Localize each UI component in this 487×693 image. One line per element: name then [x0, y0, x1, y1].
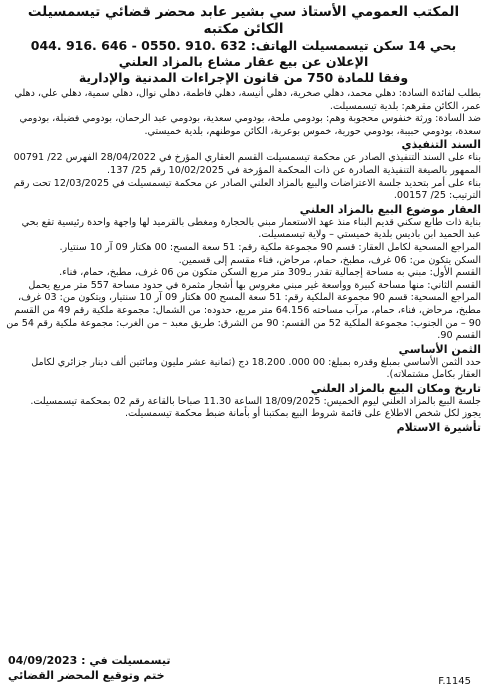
- sale-paragraph: جلسة البيع بالمزاد العلني ليوم الخميس: 18/09/2025 الساعة 11.30 صباحا بالقاعة رقم 02 بمحكمة تيسمسيلت.: [30, 395, 481, 407]
- property-paragraph: بناية ذات طابع سكني قديم البناء منذ عهد الاستعمار مبني بالحجارة ومغطى بالقرميد لها واجهة واحدة رئيسية تقع بحي عبد الحميد ابن باديس بلدية خميستي – ولاية تيسمسيلت.: [21, 216, 481, 241]
- section-sale-title: تاريخ ومكان البيع بالمزاد العلني: [310, 381, 481, 395]
- price-paragraph: حدد الثمن الأساسي بمبلغ وقدره بمبلغ: 00 000. 18.200 دج (ثمانية عشر مليون ومائتين ألف دينار جزائري لكامل العقار بكامل مشتملاته).: [31, 356, 481, 381]
- announcement-title: الإعلان عن بيع عقار مشاع بالمزاد العلني: [118, 54, 369, 69]
- legal-basis: وفقا للمادة 750 من قانون الإجراءات المدنية والإدارية: [78, 70, 409, 85]
- place-date: تيسمسيلت في : 04/09/2023: [8, 654, 171, 667]
- survey-paragraph: المراجع المسحية لكامل العقار: قسم 90 مجموعة ملكية رقم: 51 سعة المسح: 00 هكتار 09 آر 10 سنتيار.: [59, 241, 481, 253]
- part2-paragraph: القسم الثاني: منها مساحة كبيرة وواسعة غير مبني مغروس بها أشجار مثمرة في حدود مساحة 557 متر مربع يحمل المراجع المسحية: قسم 90 مجموعة الملكية رقم: 51 سعة المسح 00 هكتار 09 آر 10 سنتيار، ويتكون من: 03 غرف، مطبخ، مرحاض، فناء، حمام، مرآب مساحته 64.156 متر مربع، حدوده: من الشمال: مجموعة ملكية رقم 49 من القسم 90 – من الجنوب: مجموعة الملكية 52 من القسم: 90 من الشرق: طريق معبد – من الغرب: مجموعة ملكية رقم 54 من القسم 90.: [6, 279, 481, 342]
- dwelling-paragraph: السكن يتكون من: 06 غرف، مطبخ، حمام، مرحاض، فناء مقسم إلى قسمين.: [178, 254, 481, 266]
- section-stamp-title: تأشيرة الاستلام: [396, 421, 481, 435]
- section-price-title: الثمن الأساسي: [398, 342, 481, 356]
- office-header: المكتب العمومي الأستاذ سي بشير عابد محضر قضائي تيسمسيلت الكائن مكتبه: [27, 4, 460, 37]
- office-address-phone: بحي 14 سكن تيسمسيلت الهاتف: 632 .910 .0550 - 646 .916 .044: [30, 38, 457, 53]
- signature-label: ختم وتوقيع المحضر القضائي: [8, 669, 165, 682]
- section-property-title: العقار موضوع البيع بالمزاد العلني: [299, 202, 481, 216]
- signature-block: [8, 653, 208, 683]
- defendants-paragraph: ضد السادة: ورثة خنفوس محجوبة وهم: بودومي ملحة، بودومي سعدية، بودومي عبد الرحمان، بودومي فضيلة، بودومي سعدة، بودومي حبيبة، بودومي حورية، خموس بوعربة، الكائن موطنهم، بلدية خميستي.: [19, 113, 481, 137]
- executive-paragraph: بناء على السند التنفيذي الصادر عن محكمة تيسمسيلت القسم العقاري المؤرخ في 28/04/2022 الفهرس 22/ 00791 الممهور بالصيغة التنفيذية الصادرة عن ذات المحكمة المؤرخة في 10/02/2025 رقم 25/ 137.: [13, 152, 481, 176]
- section-executive-title: السند التنفيذي: [401, 138, 481, 152]
- reference-code: F.1145: [438, 676, 471, 687]
- plaintiffs-paragraph: بطلب لفائدة السادة: دهلي محمد، دهلي صخرية، دهلي أنيسة، دهلي فاطمة، دهلي نوال، دهلي سمية، دهلي علي، دهلي عمر، الكائن مقرهم: بلدية تيسمسيلت.: [14, 88, 481, 112]
- objection-paragraph: بناء على أمر بتحديد جلسة الاعتراضات والبيع بالمزاد العلني الصادر عن محكمة تيسمسيلت في 12/03/2025 تحت رقم الترتيب: 25/ 00157.: [13, 177, 481, 202]
- announcement-document: [6, 4, 481, 435]
- info-paragraph: يجوز لكل شخص الاطلاع على قائمة شروط البيع بمكتبنا أو بأمانة ضبط محكمة تيسمسيلت.: [124, 408, 481, 420]
- part1-paragraph: القسم الأول: مبني به مساحة إجمالية تقدر بـ309 متر مربع السكن متكون من 06 غرف، مطبخ، حمام، فناء.: [59, 267, 481, 279]
